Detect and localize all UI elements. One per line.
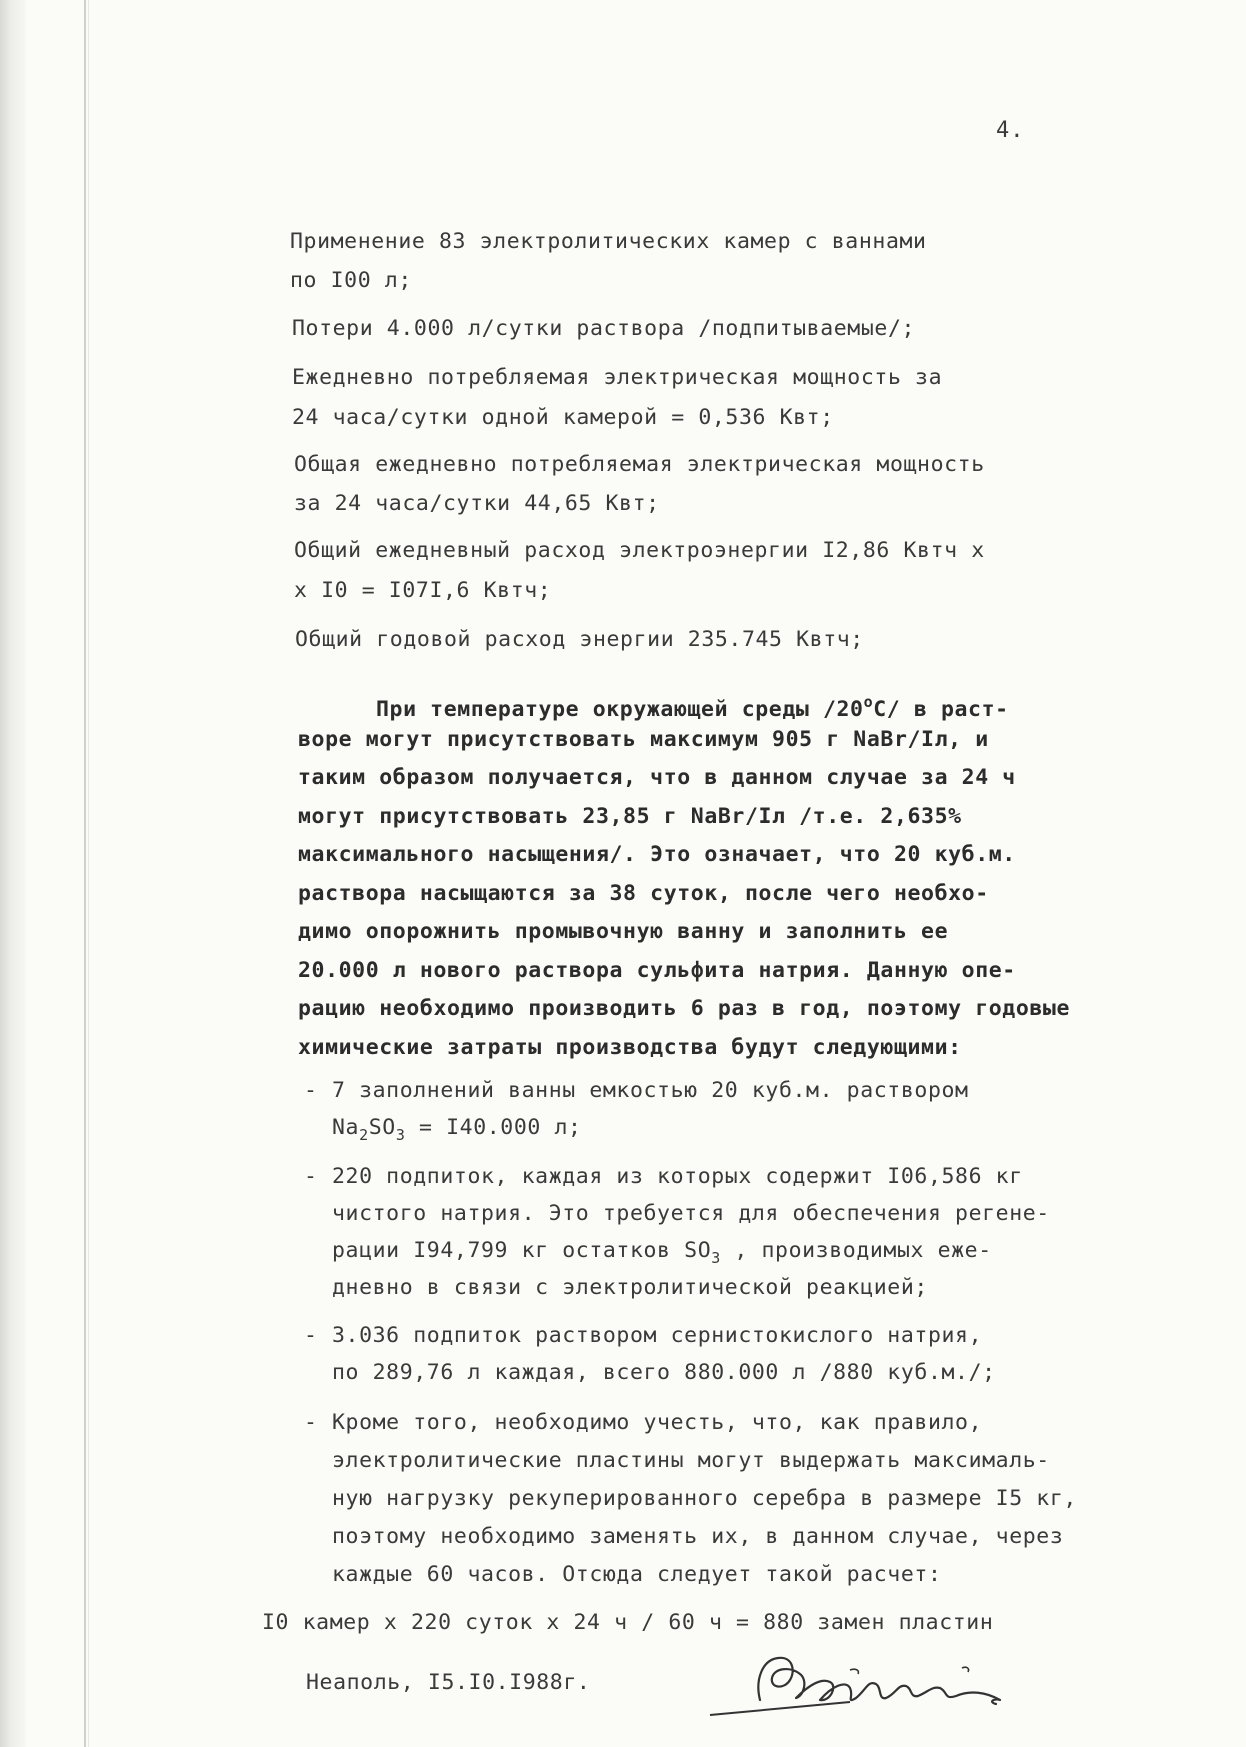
bullet-line: 7 заполнений ванны емкостью 20 куб.м. раствором bbox=[332, 1078, 969, 1103]
bullet-dash: - bbox=[304, 1078, 317, 1103]
formula-subscript: 3 bbox=[395, 1126, 406, 1144]
paragraph-line: максимального насыщения/. Это означает, что 20 куб.м. bbox=[298, 842, 1016, 867]
bullet-text: , производимых еже- bbox=[720, 1238, 992, 1263]
bullet-line: 220 подпиток, каждая из которых содержит I06,586 кг bbox=[332, 1164, 1023, 1189]
text-line: Потери 4.000 л/сутки раствора /подпитываемые/; bbox=[292, 316, 916, 341]
signature bbox=[700, 1640, 1030, 1730]
text-line: по I00 л; bbox=[290, 268, 412, 293]
bullet-line: электролитические пластины могут выдержать максималь- bbox=[332, 1448, 1050, 1473]
paragraph-line: воре могут присутствовать максимум 905 г NaBr/Iл, и bbox=[298, 727, 989, 752]
text-line: Общий ежедневный расход электроэнергии I2,86 Квтч х bbox=[294, 538, 985, 563]
bullet-line: ную нагрузку рекуперированного серебра в размере I5 кг, bbox=[332, 1486, 1077, 1511]
formula-part: SO bbox=[368, 1115, 396, 1140]
text-line: Применение 83 электролитических камер с ваннами bbox=[290, 229, 927, 254]
formula-part: = I40.000 л; bbox=[405, 1115, 582, 1140]
paragraph-line: раствора насыщаются за 38 суток, после чего необхо- bbox=[298, 881, 989, 906]
paragraph-line: химические затраты производства будут следующими: bbox=[298, 1035, 962, 1060]
bullet-dash: - bbox=[304, 1410, 317, 1435]
paragraph-line: рацию необходимо производить 6 раз в год, поэтому годовые bbox=[298, 996, 1071, 1021]
paragraph-text: C/ в раст- bbox=[873, 697, 1009, 722]
text-line: за 24 часа/сутки 44,65 Квт; bbox=[294, 491, 660, 516]
paragraph-text: При температуре окружающей среды /20 bbox=[376, 697, 864, 722]
bullet-line: дневно в связи с электролитической реакцией; bbox=[332, 1275, 928, 1300]
text-line: Общий годовой расход энергии 235.745 Квтч; bbox=[295, 627, 864, 652]
place-date: Неаполь, I5.I0.I988г. bbox=[306, 1670, 591, 1695]
paragraph-line: таким образом получается, что в данном случае за 24 ч bbox=[298, 765, 1016, 790]
page-binding-edge bbox=[84, 0, 86, 1747]
bullet-dash: - bbox=[304, 1164, 317, 1189]
bullet-dash: - bbox=[304, 1323, 317, 1348]
page-number: 4. bbox=[996, 118, 1025, 143]
page-binding-edge-secondary bbox=[88, 0, 89, 1747]
bullet-line: каждые 60 часов. Отсюда следует такой расчет: bbox=[332, 1562, 942, 1587]
bullet-line: чистого натрия. Это требуется для обеспечения регене- bbox=[332, 1201, 1050, 1226]
degree-superscript: o bbox=[863, 693, 874, 711]
bullet-line: по 289,76 л каждая, всего 880.000 л /880 куб.м./; bbox=[332, 1360, 996, 1385]
page-binding-shadow bbox=[0, 0, 26, 1747]
formula-subscript: 2 bbox=[359, 1126, 369, 1144]
bullet-line bbox=[332, 1114, 582, 1149]
paragraph-line: 20.000 л нового раствора сульфита натрия. Данную опе- bbox=[298, 958, 1016, 983]
text-line: 24 часа/сутки одной камерой = 0,536 Квт; bbox=[292, 405, 834, 430]
formula-subscript: 3 bbox=[711, 1249, 721, 1267]
text-line: Ежедневно потребляемая электрическая мощность за bbox=[292, 365, 943, 390]
paragraph-line bbox=[376, 688, 1009, 724]
bullet-line: 3.036 подпиток раствором сернистокислого натрия, bbox=[332, 1323, 983, 1348]
text-line: Общая ежедневно потребляемая электрическая мощность bbox=[294, 452, 985, 477]
calculation-line: I0 камер х 220 суток х 24 ч / 60 ч = 880 замен пластин bbox=[262, 1610, 994, 1635]
bullet-text: рации I94,799 кг остатков SO bbox=[332, 1238, 712, 1263]
paragraph-line: димо опорожнить промывочную ванну и заполнить ее bbox=[298, 919, 949, 944]
bullet-line: Кроме того, необходимо учесть, что, как правило, bbox=[332, 1410, 983, 1435]
text-line: х I0 = I07I,6 Квтч; bbox=[294, 578, 552, 603]
paragraph-line: могут присутствовать 23,85 г NaBr/Iл /т.е. 2,635% bbox=[298, 804, 962, 829]
formula-part: Na bbox=[332, 1115, 360, 1140]
bullet-line: поэтому необходимо заменять их, в данном случае, через bbox=[332, 1524, 1064, 1549]
bullet-line bbox=[332, 1237, 992, 1272]
